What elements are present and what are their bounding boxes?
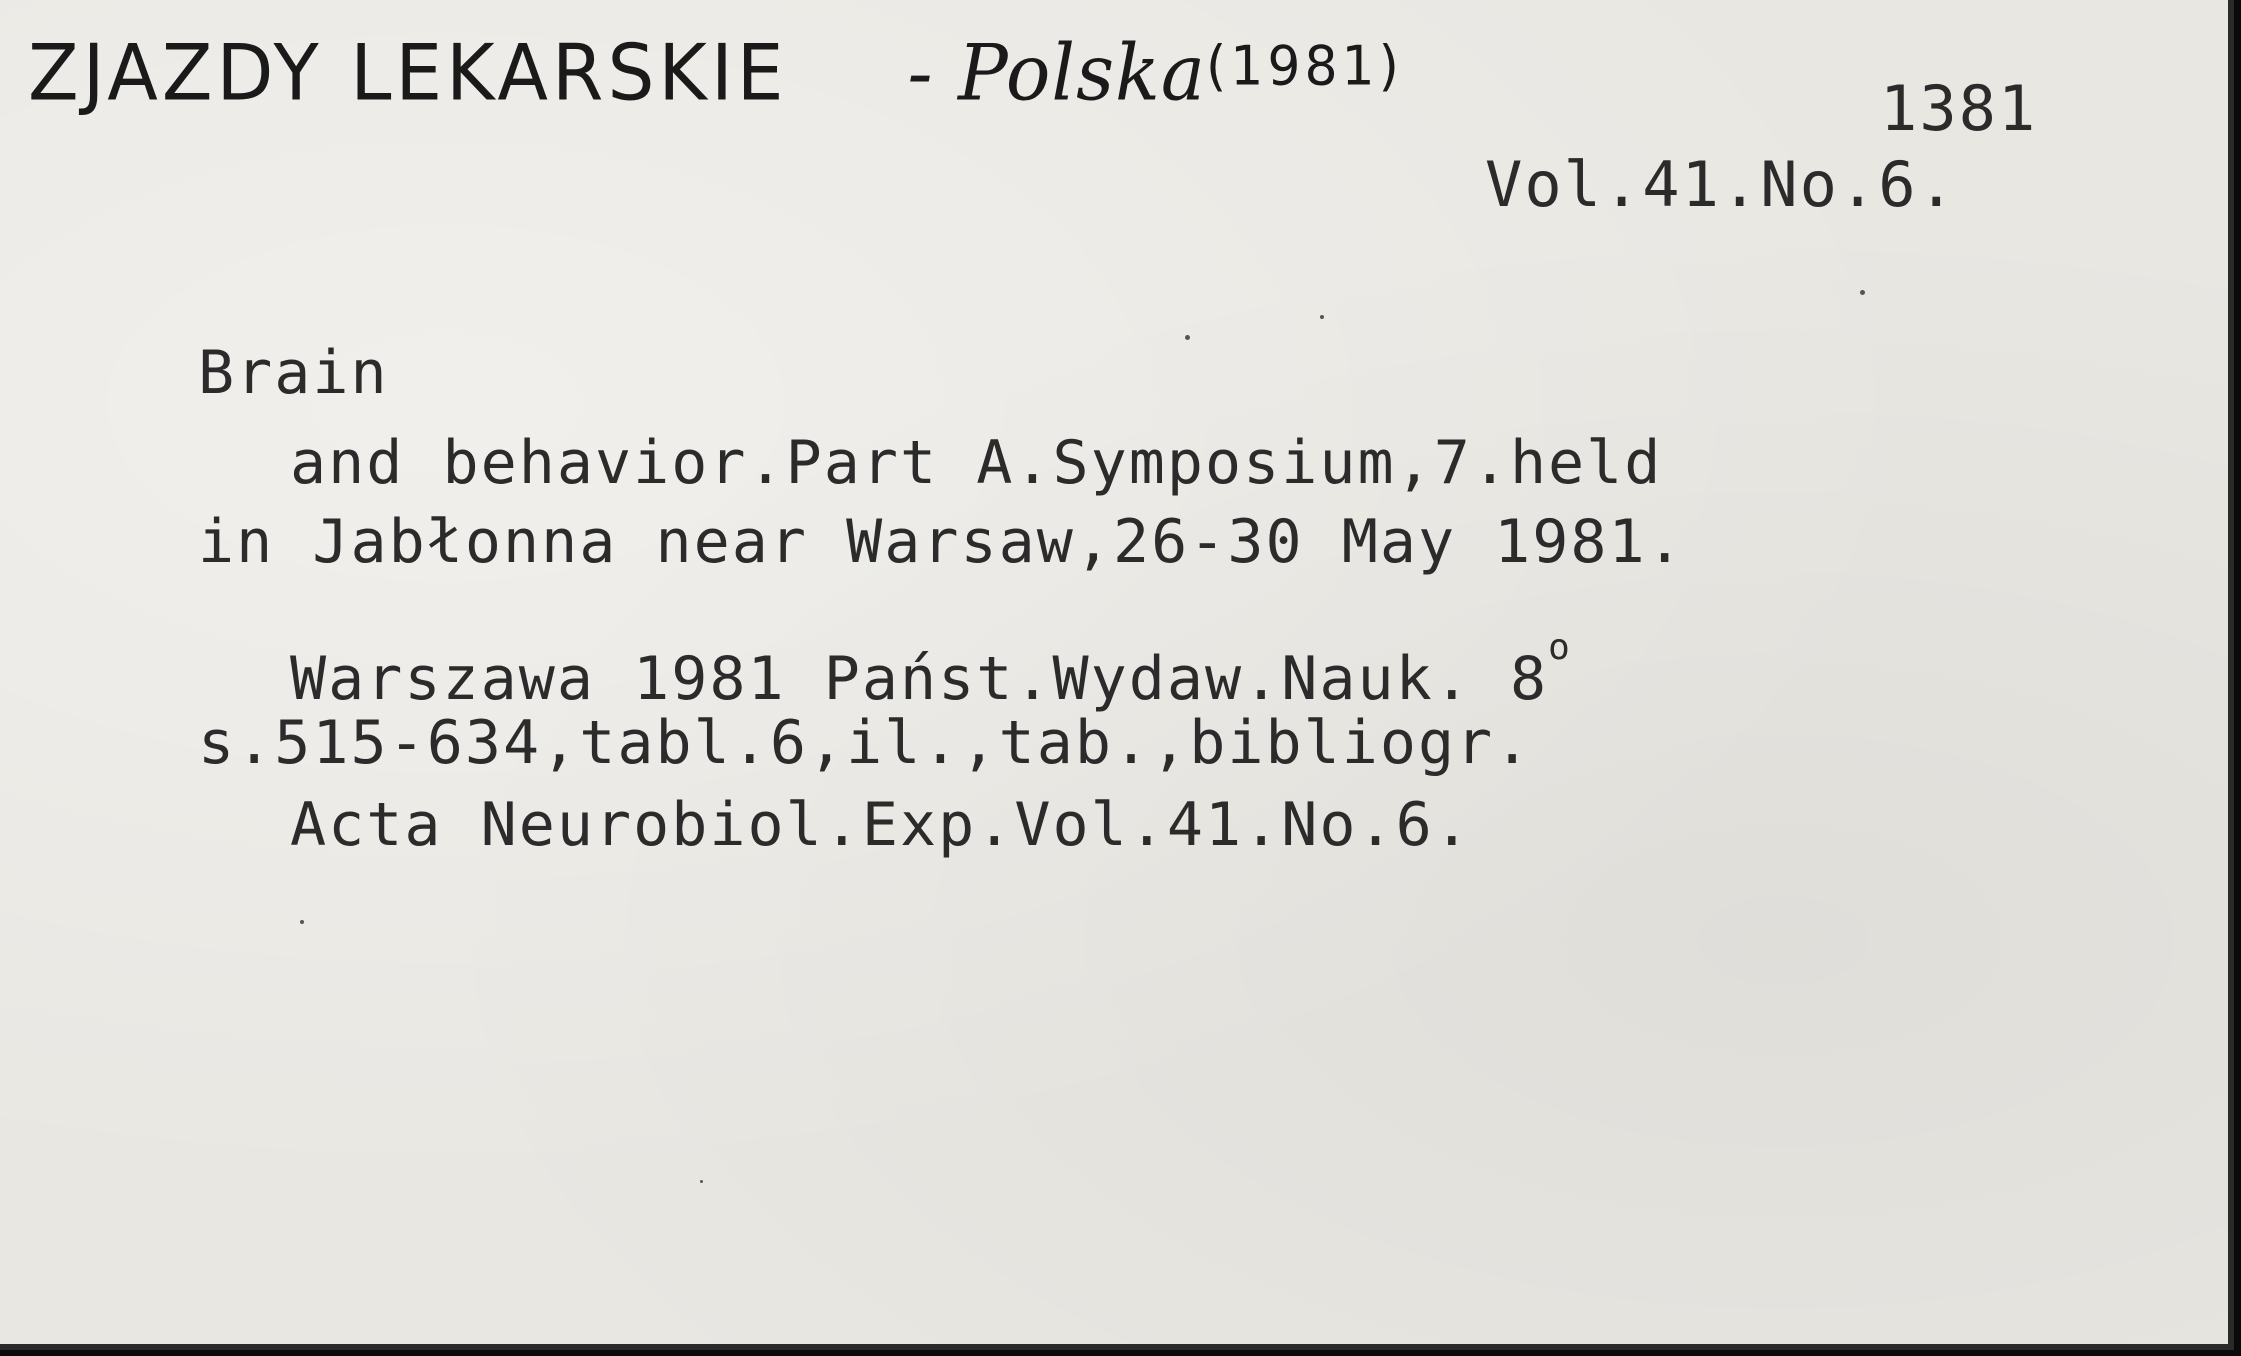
format-superscript: o xyxy=(1548,627,1572,668)
dust-speck xyxy=(1860,290,1865,295)
heading-year: (1981) xyxy=(1206,35,1403,99)
heading-subject: ZJAZDY LEKARSKIE xyxy=(28,28,788,119)
collation-line: s.515-634,tabl.6,il.,tab.,bibliogr. xyxy=(198,708,1533,778)
dust-speck xyxy=(1320,315,1324,319)
card-heading xyxy=(28,28,1403,118)
series-line: Acta Neurobiol.Exp.Vol.41.No.6. xyxy=(290,790,1472,860)
heading-country: - Polska xyxy=(907,28,1207,119)
title-line-2: and behavior.Part A.Symposium,7.held xyxy=(290,428,1663,498)
dust-speck xyxy=(1185,335,1190,340)
imprint-text: Warszawa 1981 Państ.Wydaw.Nauk. 8 xyxy=(290,644,1549,714)
imprint-line xyxy=(290,627,1572,714)
call-number: 1381 xyxy=(1880,72,2038,145)
volume-reference: Vol.41.No.6. xyxy=(1485,148,1957,221)
dust-speck xyxy=(300,920,304,924)
dust-speck xyxy=(700,1180,703,1183)
title-line-3: in Jabłonna near Warsaw,26-30 May 1981. xyxy=(198,507,1685,577)
title-line-1: Brain xyxy=(198,338,389,408)
